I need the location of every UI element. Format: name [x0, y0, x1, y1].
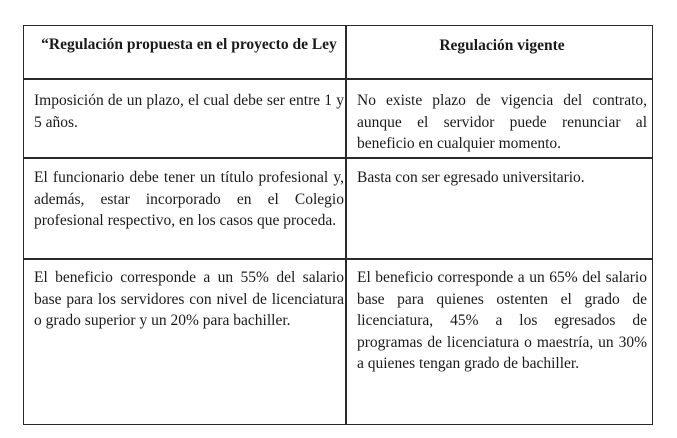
column-divider — [345, 26, 347, 424]
table-cell-row1-current: No existe plazo de vigencia del contrato, aunque el servidor puede renunciar al beneficio en cualquier momento. — [357, 92, 647, 152]
header-current-regulation: Regulación vigente — [439, 37, 565, 54]
header-proposed-regulation: “Regulación propuesta en el proyecto de Ley — [41, 36, 337, 53]
row-divider-1 — [24, 157, 652, 159]
header-row-divider — [24, 78, 652, 80]
table-cell-row1-proposed: Imposición de un plazo, el cual debe ser entre 1 y 5 años. — [34, 92, 344, 131]
table-cell-row2-current: Basta con ser egresado universitario. — [357, 169, 585, 186]
row-divider-2 — [24, 258, 652, 260]
table-cell-row3-current: El beneficio corresponde a un 65% del salario base para quienes ostenten el grado de licenciatura, 45% a los egresados de programas de licenciatura o maestría, un 30% a quienes tengan grado de bachiller. — [357, 269, 647, 372]
table-cell-row3-proposed: El beneficio corresponde a un 55% del salario base para los servidores con nivel de licenciatura o grado superior y un 20% para bachiller. — [34, 269, 344, 329]
table-cell-row2-proposed: El funcionario debe tener un título profesional y, además, estar incorporado en el Colegio profesional respectivo, en los casos que proceda. — [34, 169, 344, 229]
comparison-table — [23, 25, 653, 425]
